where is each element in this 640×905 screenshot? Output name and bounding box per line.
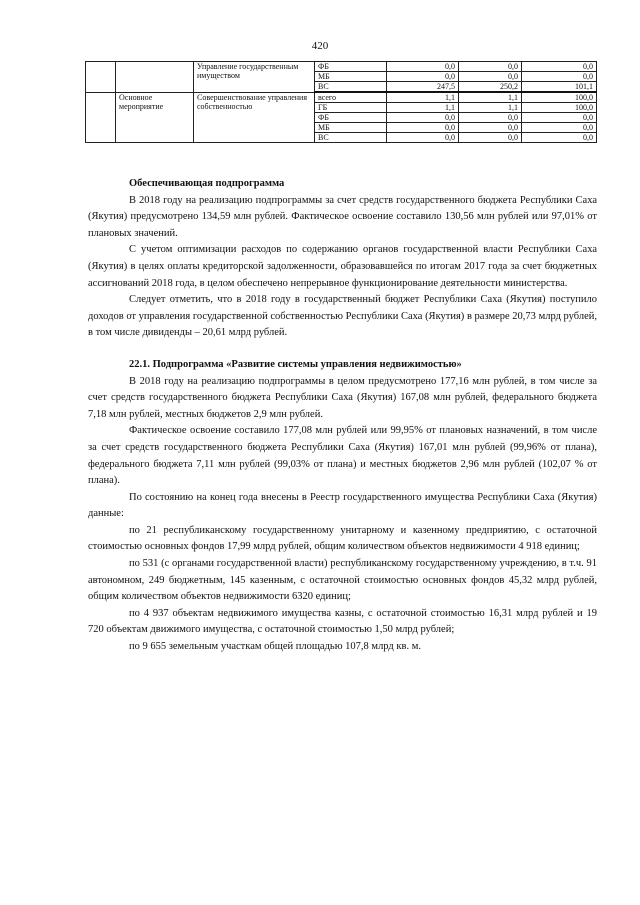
table-cell: Управление государственным имуществом [194,62,315,93]
paragraph: Фактическое освоение составило 177,08 млн рублей или 99,95% от плановых назначений, в том числе за счет средств государственного бюджета Республики Саха (Якутия) 167,01 млн рублей (99,96% от плана), федерального бюджета 7,11 млн рублей (99,03% от плана) и местных бюджетов 2,96 млн рублей (102,07 % от плана). [88,425,597,487]
table-cell: 0,0 [387,72,459,82]
table-cell: ФБ [315,113,387,123]
table-row [86,62,597,72]
table-cell: 0,0 [522,113,597,123]
table-cell: 0,0 [522,133,597,143]
table-cell: всего [315,92,387,103]
table-cell: 0,0 [459,72,522,82]
section-heading: Обеспечивающая подпрограмма [129,178,285,189]
paragraph: по 531 (с органами государственной власти) республиканскому государственному учреждению, в т.ч. 91 автономном, 249 бюджетным, 145 казенным, с остаточной стоимостью основных фондов 45,32 млрд рублей, общим количеством объектов недвижимости 6320 единиц; [88,558,597,603]
table-cell: 1,1 [387,92,459,103]
table-cell: 250,2 [459,82,522,93]
table-cell: ВС [315,82,387,93]
table-cell: ГБ [315,103,387,113]
table-cell: 0,0 [459,123,522,133]
table-cell: 247,5 [387,82,459,93]
table-cell: ФБ [315,62,387,72]
table-cell: 0,0 [522,72,597,82]
table-cell: 0,0 [459,62,522,72]
table-cell: 0,0 [387,123,459,133]
paragraph: Следует отметить, что в 2018 году в государственный бюджет Республики Саха (Якутия) поступило доходов от управления государственной собственностью Республики Саха (Якутия) в размере 20,73 млрд рублей, в том числе дивиденды – 20,61 млрд рублей. [88,294,597,339]
table-cell: 0,0 [387,62,459,72]
table-cell: 100,0 [522,103,597,113]
subprogram-heading: 22.1. Подпрограмма «Развитие системы управления недвижимостью» [129,358,462,370]
table-cell: 1,1 [459,103,522,113]
paragraph: по 21 республиканскому государственному унитарному и казенному предприятию, с остаточной стоимостью основных фондов 17,99 млрд рублей, общим количеством объектов недвижимости 4 918 единиц; [88,524,597,553]
table-cell: 100,0 [522,92,597,103]
paragraph: В 2018 году на реализацию подпрограммы в целом предусмотрено 177,16 млн рублей, в том числе за счет средств государственного бюджета Республики Саха (Якутия) 167,08 млн рублей, федерального бюджета 7,18 млн рублей, местных бюджетов 2,9 млн рублей. [88,375,597,420]
table-cell: МБ [315,123,387,133]
table-cell [86,62,116,93]
table-cell: 1,1 [459,92,522,103]
paragraph: по 9 655 земельным участкам общей площадью 107,8 млрд кв. м. [129,641,421,653]
table-cell: 1,1 [387,103,459,113]
table-cell: Основное мероприятие [116,92,194,143]
table-cell: 0,0 [387,113,459,123]
table-cell: ВС [315,133,387,143]
budget-table [85,61,597,143]
paragraph: По состоянию на конец года внесены в Реестр государственного имущества Республики Саха (Якутия) данные: [88,491,597,520]
table-cell: МБ [315,72,387,82]
paragraph: по 4 937 объектам недвижимого имущества казны, с остаточной стоимостью 16,31 млрд рублей и 19 720 объектам движимого имущества, с остаточной стоимостью 1,50 млрд рублей; [88,607,597,636]
table-cell [116,62,194,93]
table-cell: 0,0 [387,133,459,143]
table-cell: 0,0 [522,62,597,72]
table-row [86,92,597,103]
table-cell: 0,0 [459,133,522,143]
table-cell: 101,1 [522,82,597,93]
paragraph: В 2018 году на реализацию подпрограммы за счет средств государственного бюджета Республики Саха (Якутия) предусмотрено 134,59 млн рублей. Фактическое освоение составило 130,56 млн рублей или 97,01% от плановых значений. [88,194,597,239]
paragraph: С учетом оптимизации расходов по содержанию органов государственной власти Республики Саха (Якутия) в целях оплаты кредиторской задолженности, образовавшейся по итогам 2017 года за счет бюджетных ассигнований 2018 года, в целом обеспечено непрерывное функционирование деятельности министерства. [88,244,597,289]
table-cell [86,92,116,143]
page-number: 420 [311,40,329,52]
document-body [88,176,597,656]
table-cell: 0,0 [459,113,522,123]
table-cell: 0,0 [522,123,597,133]
table-cell: Совершенствование управления собственностью [194,92,315,143]
